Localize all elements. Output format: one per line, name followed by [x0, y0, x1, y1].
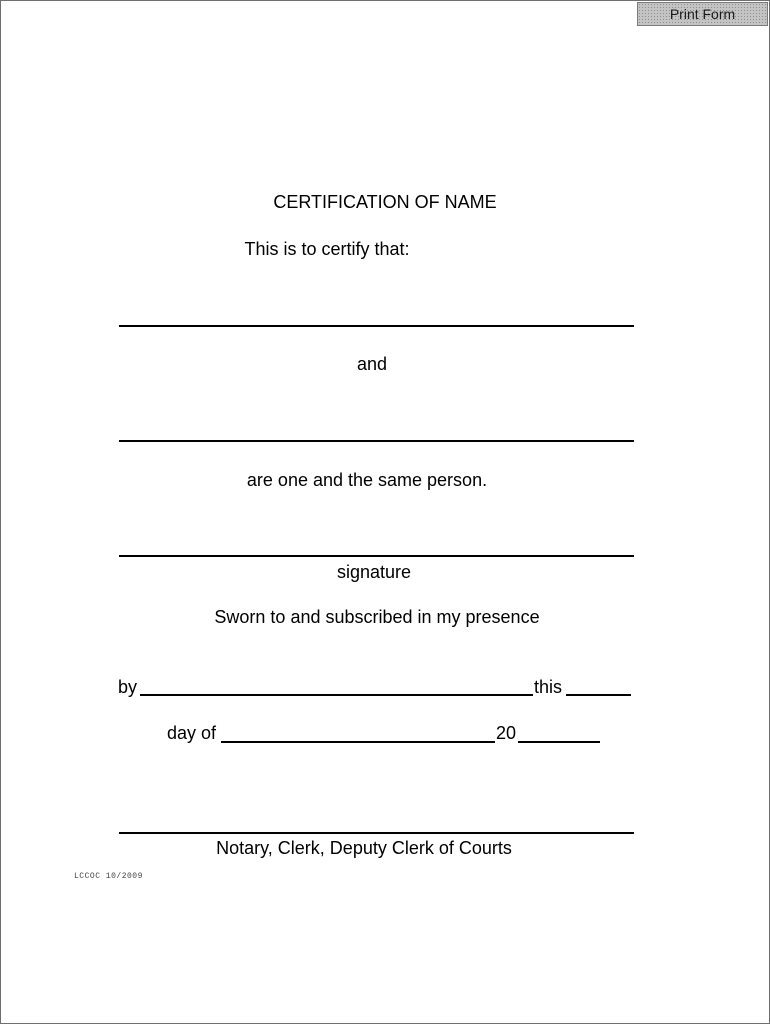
year-line	[518, 741, 600, 743]
month-field[interactable]	[221, 719, 495, 741]
and-text: and	[356, 354, 388, 374]
signature-label: signature	[336, 562, 412, 582]
this-day-field[interactable]	[566, 672, 631, 694]
by-line	[140, 694, 533, 696]
notary-signature-field[interactable]	[119, 807, 634, 833]
year-prefix: 20	[496, 723, 517, 743]
same-person-text: are one and the same person.	[246, 470, 488, 490]
by-name-field[interactable]	[140, 672, 533, 694]
notary-label: Notary, Clerk, Deputy Clerk of Courts	[216, 838, 512, 858]
name-one-field[interactable]	[119, 300, 634, 326]
sworn-text: Sworn to and subscribed in my presence	[214, 607, 540, 627]
year-field[interactable]	[518, 719, 600, 741]
form-code: LCCOC 10/2009	[74, 872, 143, 881]
this-label: this	[534, 677, 563, 697]
day-of-label: day of	[167, 723, 217, 743]
by-label: by	[118, 677, 138, 697]
certify-intro: This is to certify that:	[244, 239, 410, 259]
form-title: CERTIFICATION OF NAME	[273, 192, 497, 212]
this-day-line	[566, 694, 631, 696]
month-line	[221, 741, 495, 743]
name-two-field[interactable]	[119, 415, 634, 441]
signature-field[interactable]	[119, 530, 634, 556]
print-form-button[interactable]: Print Form	[637, 2, 768, 26]
